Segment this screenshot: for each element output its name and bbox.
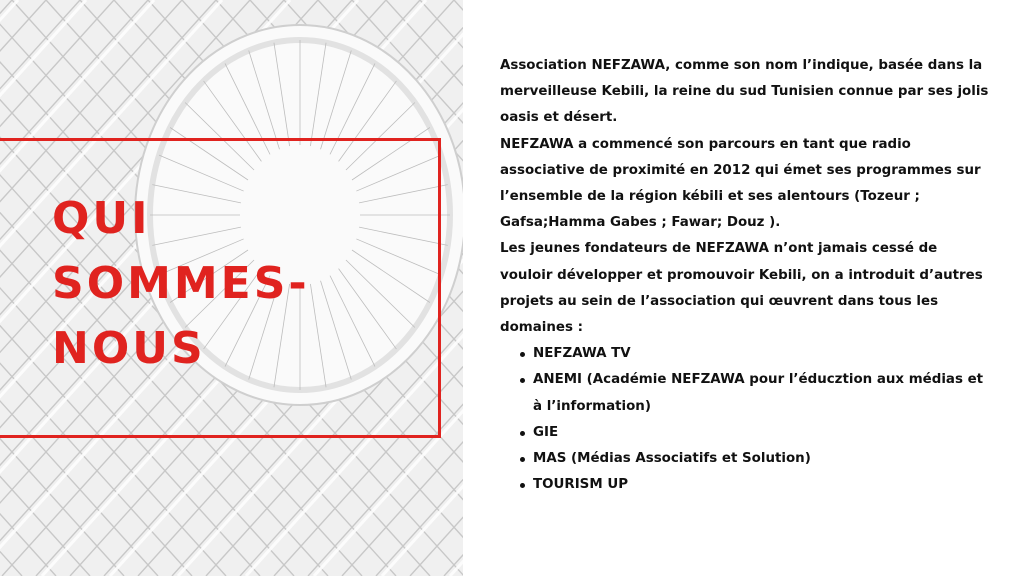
list-item: ANEMI (Académie NEFZAWA pour l’éducztion aux médias et à l’information) [533,367,990,419]
paragraph-projects: Les jeunes fondateurs de NEFZAWA n’ont jamais cessé de vouloir développer et promouvoir Kebili, on a introduit d’autres projets au sein de l’association qui œuvrent dans tous les domaines : [500,241,983,336]
title-line-1: QUI [52,193,151,244]
paragraph-history: NEFZAWA a commencé son parcours en tant que radio associative de proximité en 2012 qui émet ses programmes sur l’ensemble de la région kébili et ses alentours (Tozeur ; Gafsa;Hamma Gabes ; Fawar; Douz ). [500,136,981,231]
page-title [52,186,310,381]
list-item: NEFZAWA TV [533,341,990,367]
projects-list [500,341,990,498]
title-line-2: SOMMES- [52,258,310,309]
list-item: TOURISM UP [533,472,990,498]
title-line-3: NOUS [52,323,206,374]
list-item: GIE [533,420,990,446]
paragraph-intro: Association NEFZAWA, comme son nom l’indique, basée dans la merveilleuse Kebili, la reine du sud Tunisien connue par ses jolis oasis et désert. [500,58,989,126]
list-item: MAS (Médias Associatifs et Solution) [533,446,990,472]
description-text [500,53,990,498]
